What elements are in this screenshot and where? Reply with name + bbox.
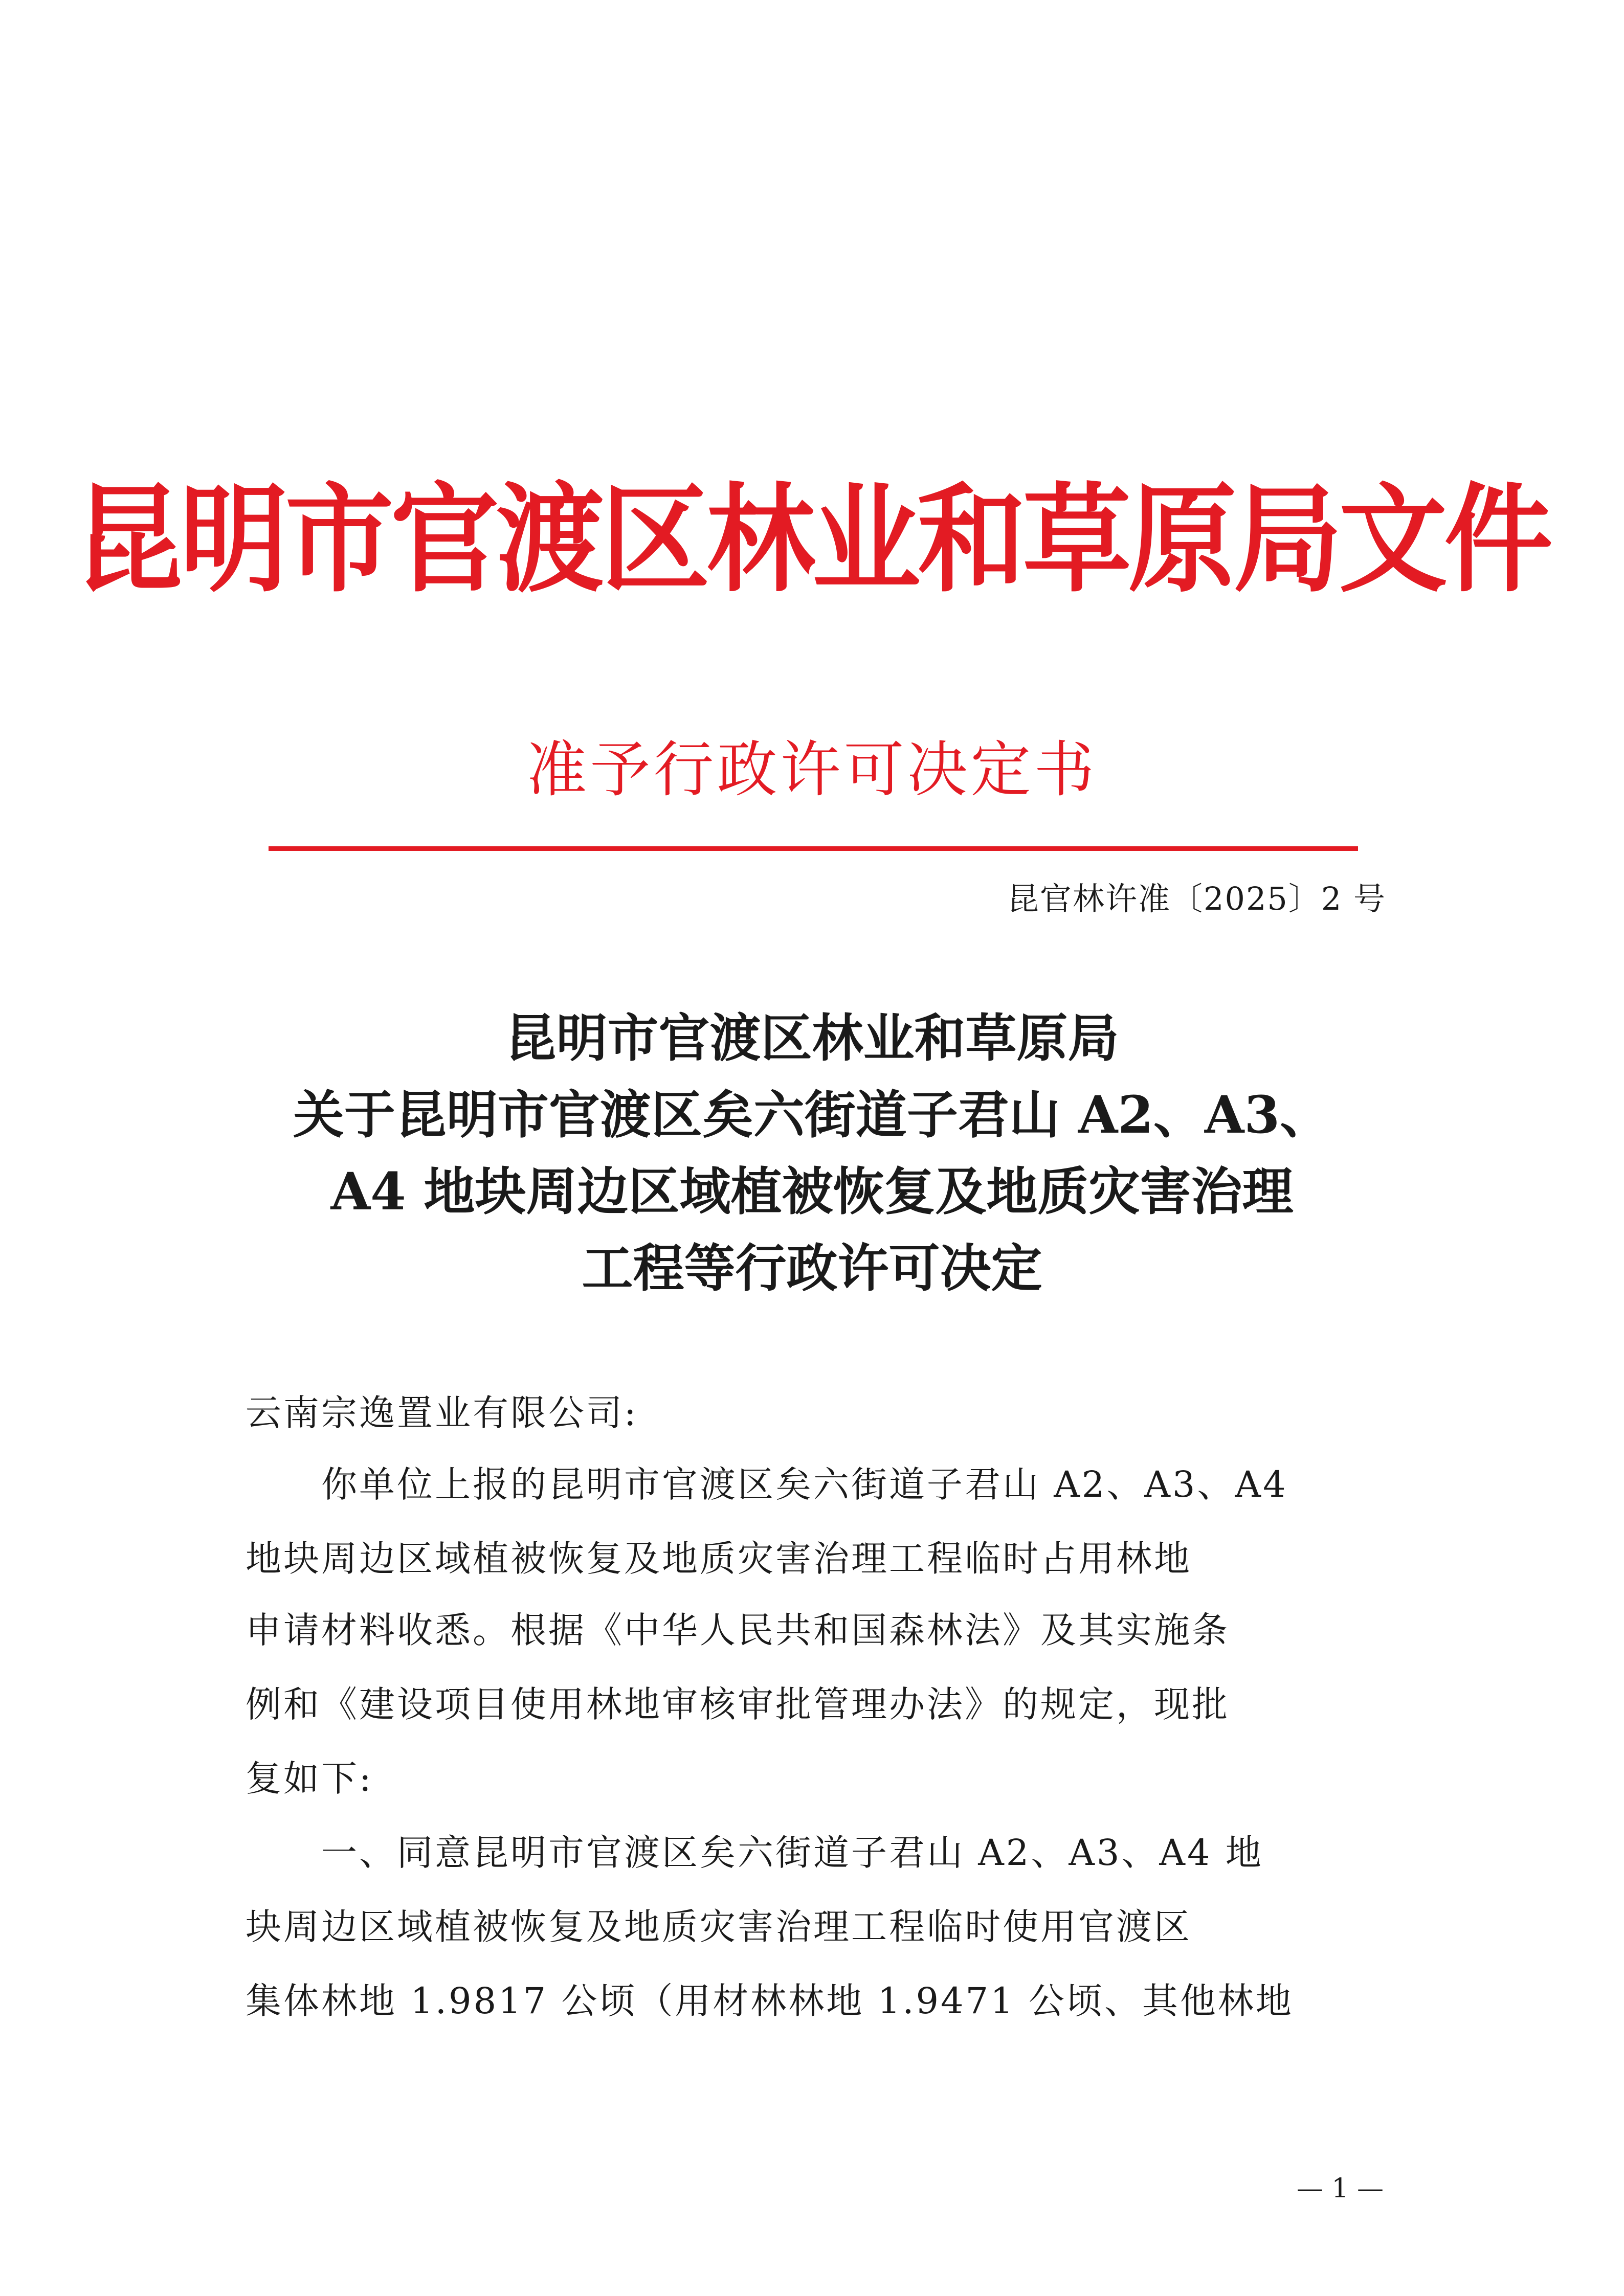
body-line: 地块周边区域植被恢复及地质灾害治理工程临时占用林地 — [246, 1538, 1192, 1580]
document-title — [0, 1000, 1624, 1307]
document-kind: 准予行政许可决定书 — [526, 734, 1098, 805]
body-line: 你单位上报的昆明市官渡区矣六街道子君山 A2、A3、A4 — [246, 1464, 1288, 1505]
red-divider-line — [269, 846, 1358, 851]
body-line: 复如下: — [246, 1758, 373, 1799]
title-line: 昆明市官渡区林业和草原局 — [505, 1008, 1119, 1068]
document-number: 昆官林许准〔2025〕2 号 — [1007, 880, 1386, 917]
masthead-title: 昆明市官渡区林业和草原局文件 — [74, 470, 1550, 608]
title-line: 工程等行政许可决定 — [582, 1238, 1042, 1298]
body-line: 例和《建设项目使用林地审核审批管理办法》的规定，现批 — [246, 1683, 1230, 1725]
body-line: 集体林地 1.9817 公顷（用材林林地 1.9471 公顷、其他林地 — [246, 1980, 1294, 2022]
body-line: 申请材料收悉。根据《中华人民共和国森林法》及其实施条 — [246, 1609, 1230, 1651]
title-line: A4 地块周边区域植被恢复及地质灾害治理 — [330, 1161, 1294, 1222]
body-line: 一、同意昆明市官渡区矣六街道子君山 A2、A3、A4 地 — [246, 1832, 1263, 1874]
body-line: 块周边区域植被恢复及地质灾害治理工程临时使用官渡区 — [246, 1906, 1192, 1948]
page-number: — 1 — — [1296, 2173, 1384, 2204]
title-line: 关于昆明市官渡区矣六街道子君山 A2、A3、 — [293, 1085, 1331, 1145]
addressee: 云南宗逸置业有限公司: — [246, 1392, 638, 1434]
